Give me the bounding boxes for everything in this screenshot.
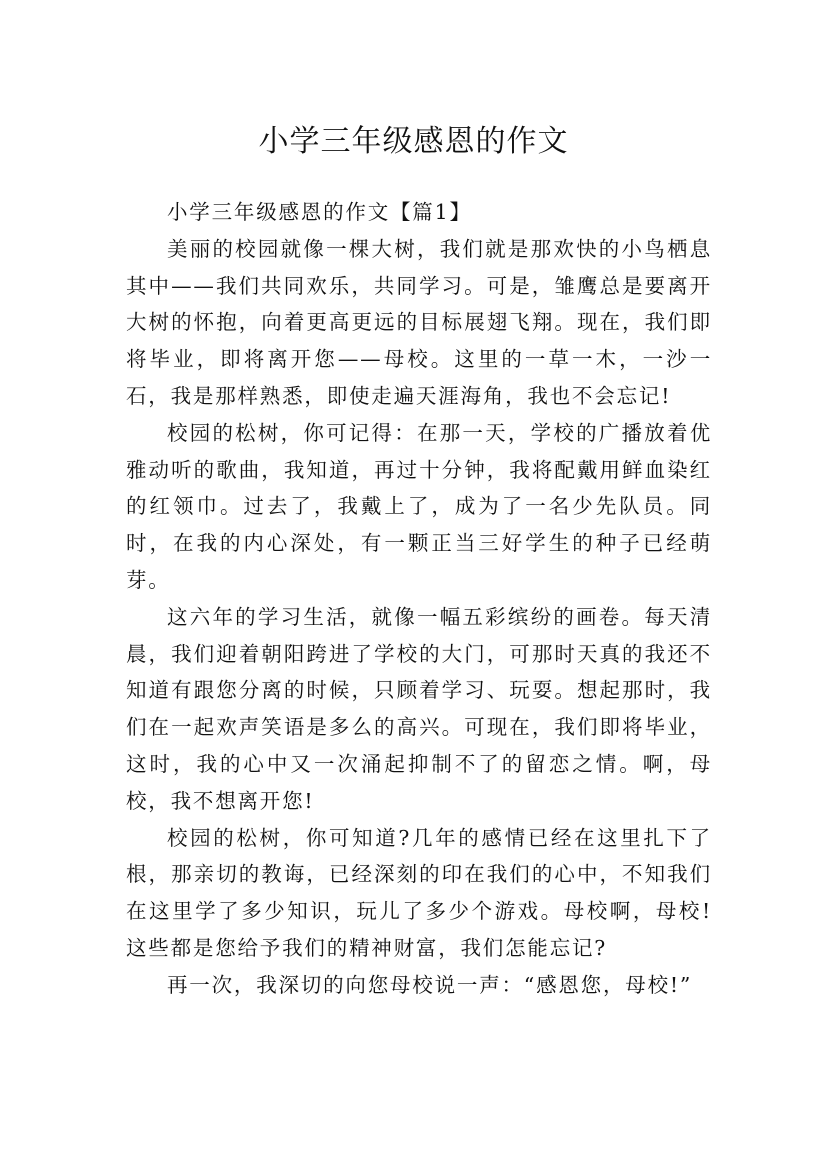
paragraph-2: 校园的松树，你可记得：在那一天，学校的广播放着优雅动听的歌曲，我知道，再过十分钟，我将配戴用鲜血染红的红领巾。过去了，我戴上了，成为了一名少先队员。同时，在我的内心深处，有一颗正当三好学生的种子已经萌芽。	[126, 420, 712, 592]
document-body	[126, 194, 712, 1004]
section-heading: 小学三年级感恩的作文【篇1】	[167, 200, 472, 224]
paragraph-1: 美丽的校园就像一棵大树，我们就是那欢快的小鸟栖息其中——我们共同欢乐，共同学习。可是，雏鹰总是要离开大树的怀抱，向着更高更远的目标展翅飞翔。现在，我们即将毕业，即将离开您——母校。这里的一草一木，一沙一石，我是那样熟悉，即使走遍天涯海角，我也不会忘记!	[126, 236, 712, 408]
document-title: 小学三年级感恩的作文	[258, 124, 569, 160]
paragraph-4: 校园的松树，你可知道?几年的感情已经在这里扎下了根，那亲切的教诲，已经深刻的印在我们的心中，不知我们在这里学了多少知识，玩儿了多少个游戏。母校啊，母校!这些都是您给予我们的精神财富，我们怎能忘记?	[126, 825, 712, 960]
paragraph-3: 这六年的学习生活，就像一幅五彩缤纷的画卷。每天清晨，我们迎着朝阳跨进了学校的大门，可那时天真的我还不知道有跟您分离的时候，只顾着学习、玩耍。想起那时，我们在一起欢声笑语是多么的高兴。可现在，我们即将毕业，这时，我的心中又一次涌起抑制不了的留恋之情。啊，母校，我不想离开您!	[126, 604, 712, 813]
paragraph-5: 再一次，我深切的向您母校说一声：“感恩您，母校!”	[167, 972, 693, 997]
